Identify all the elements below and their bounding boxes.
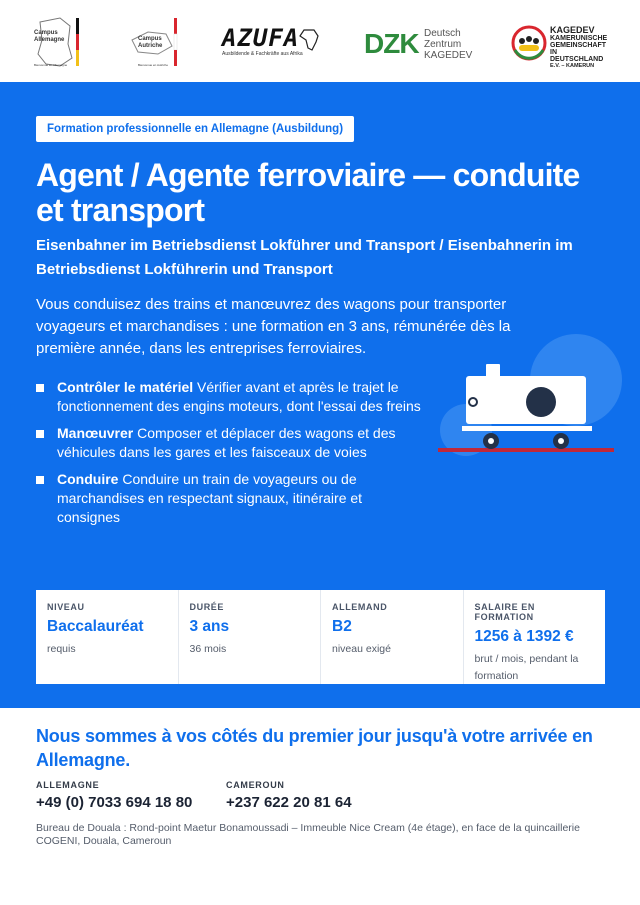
- stat-value: Baccalauréat: [47, 618, 144, 635]
- contact-label: CAMEROUN: [226, 780, 285, 790]
- key-facts: [36, 590, 605, 684]
- contact-cameroon: [226, 780, 352, 811]
- list-item: [36, 378, 426, 416]
- stat-value: B2: [332, 618, 352, 635]
- stat-german: [321, 590, 464, 684]
- dzk-logo: [364, 14, 473, 70]
- bullet-title: Conduire: [57, 471, 119, 487]
- azufa-wordmark: AZUFA: [222, 24, 300, 52]
- square-bullet-icon: [36, 476, 44, 484]
- phone-number[interactable]: +49 (0) 7033 694 18 80: [36, 794, 193, 811]
- phone-number[interactable]: +237 622 20 81 64: [226, 794, 352, 811]
- logo-line1: Campus: [34, 30, 58, 36]
- bullet-title: Contrôler le matériel: [57, 379, 194, 395]
- bullet-text: Composer et déplacer des wagons et des véhicules dans les gares et les faisceaux de voies: [57, 425, 396, 460]
- campus-allemagne-logo: [30, 14, 86, 70]
- africa-map-icon: [298, 28, 322, 52]
- page-title: Agent / Agente ferroviaire — conduite et transport: [36, 157, 580, 228]
- office-address: Bureau de Douala : Rond-point Maetur Bonamoussadi – Immeuble Nice Cream (4e étage), en face de la quincaillerie COGENI, Douala, Cameroun: [36, 822, 580, 847]
- azufa-tagline: Ausbildende & Fachkräfte aus Afrika: [222, 51, 303, 57]
- kagedev-logo: [510, 14, 612, 70]
- stat-value: 3 ans: [189, 618, 230, 635]
- stat-note: requis: [47, 643, 76, 655]
- contact-germany: [36, 780, 192, 811]
- logo-small: Bienvenue en Allemagne: [34, 63, 68, 67]
- contact-label: ALLEMAGNE: [36, 780, 100, 790]
- contact-footer: [0, 708, 640, 905]
- square-bullet-icon: [36, 430, 44, 438]
- logo-line1: Campus: [138, 36, 162, 42]
- stat-salary: [464, 590, 606, 684]
- stat-value: 1256 à 1392 €: [474, 628, 574, 645]
- locomotive-illustration: [436, 330, 626, 470]
- bullet-title: Manœuvrer: [57, 425, 134, 441]
- list-item: [36, 424, 426, 462]
- dzk-wordmark: Deutsch Zentrum KAGEDEV: [424, 28, 473, 61]
- logo-line2: Autriche: [138, 43, 163, 49]
- category-tag: Formation professionnelle en Allemagne (Ausbildung): [36, 116, 354, 142]
- dzk-mark: DZK: [364, 28, 419, 59]
- square-bullet-icon: [36, 384, 44, 392]
- logo-small: Bienvenue en Autriche: [138, 63, 169, 67]
- german-title: Eisenbahner im Betriebsdienst Lokführer und Transport / Eisenbahnerin im Betriebsdienst Lokführerin und Transport: [36, 237, 573, 278]
- support-tagline: Nous sommes à vos côtés du premier jour jusqu'à votre arrivée en Allemagne.: [36, 726, 593, 770]
- hero-panel: [0, 82, 640, 708]
- duties-list: [36, 378, 426, 535]
- bullet-text: Vérifier avant et après le trajet le fonctionnement des engins moteurs, dont l'essai des freins: [57, 379, 421, 414]
- stat-label: NIVEAU: [47, 602, 85, 612]
- stat-note: 36 mois: [189, 643, 227, 655]
- stat-level: [36, 590, 179, 684]
- kagedev-wordmark: KAGEDEV KAMERUNISCHE GEMEINSCHAFT IN DEUTSCHLAND E.V. – KAMERUN: [550, 25, 608, 69]
- stat-label: ALLEMAND: [332, 602, 388, 612]
- kagedev-emblem-icon: [510, 24, 548, 62]
- stat-label: SALAIRE EN FORMATION: [474, 602, 536, 622]
- stat-note: brut / mois, pendant la formation: [474, 653, 579, 682]
- campus-autriche-logo: [128, 14, 182, 70]
- azufa-logo: [222, 14, 322, 70]
- partner-logos: [0, 0, 640, 82]
- bullet-text: Conduire un train de voyageurs ou de marchandises en respectant signaux, itinéraire et consignes: [57, 471, 363, 525]
- stat-note: niveau exigé: [332, 643, 391, 655]
- logo-line2: Allemagne: [34, 37, 65, 43]
- stat-duration: [179, 590, 322, 684]
- list-item: [36, 470, 426, 527]
- stat-label: DURÉE: [189, 602, 225, 612]
- intro-paragraph: Vous conduisez des trains et manœuvrez des wagons pour transporter voyageurs et marchandises : une formation en 3 ans, rémunérée dès la première année, dans les entreprises ferroviaires.: [36, 296, 511, 357]
